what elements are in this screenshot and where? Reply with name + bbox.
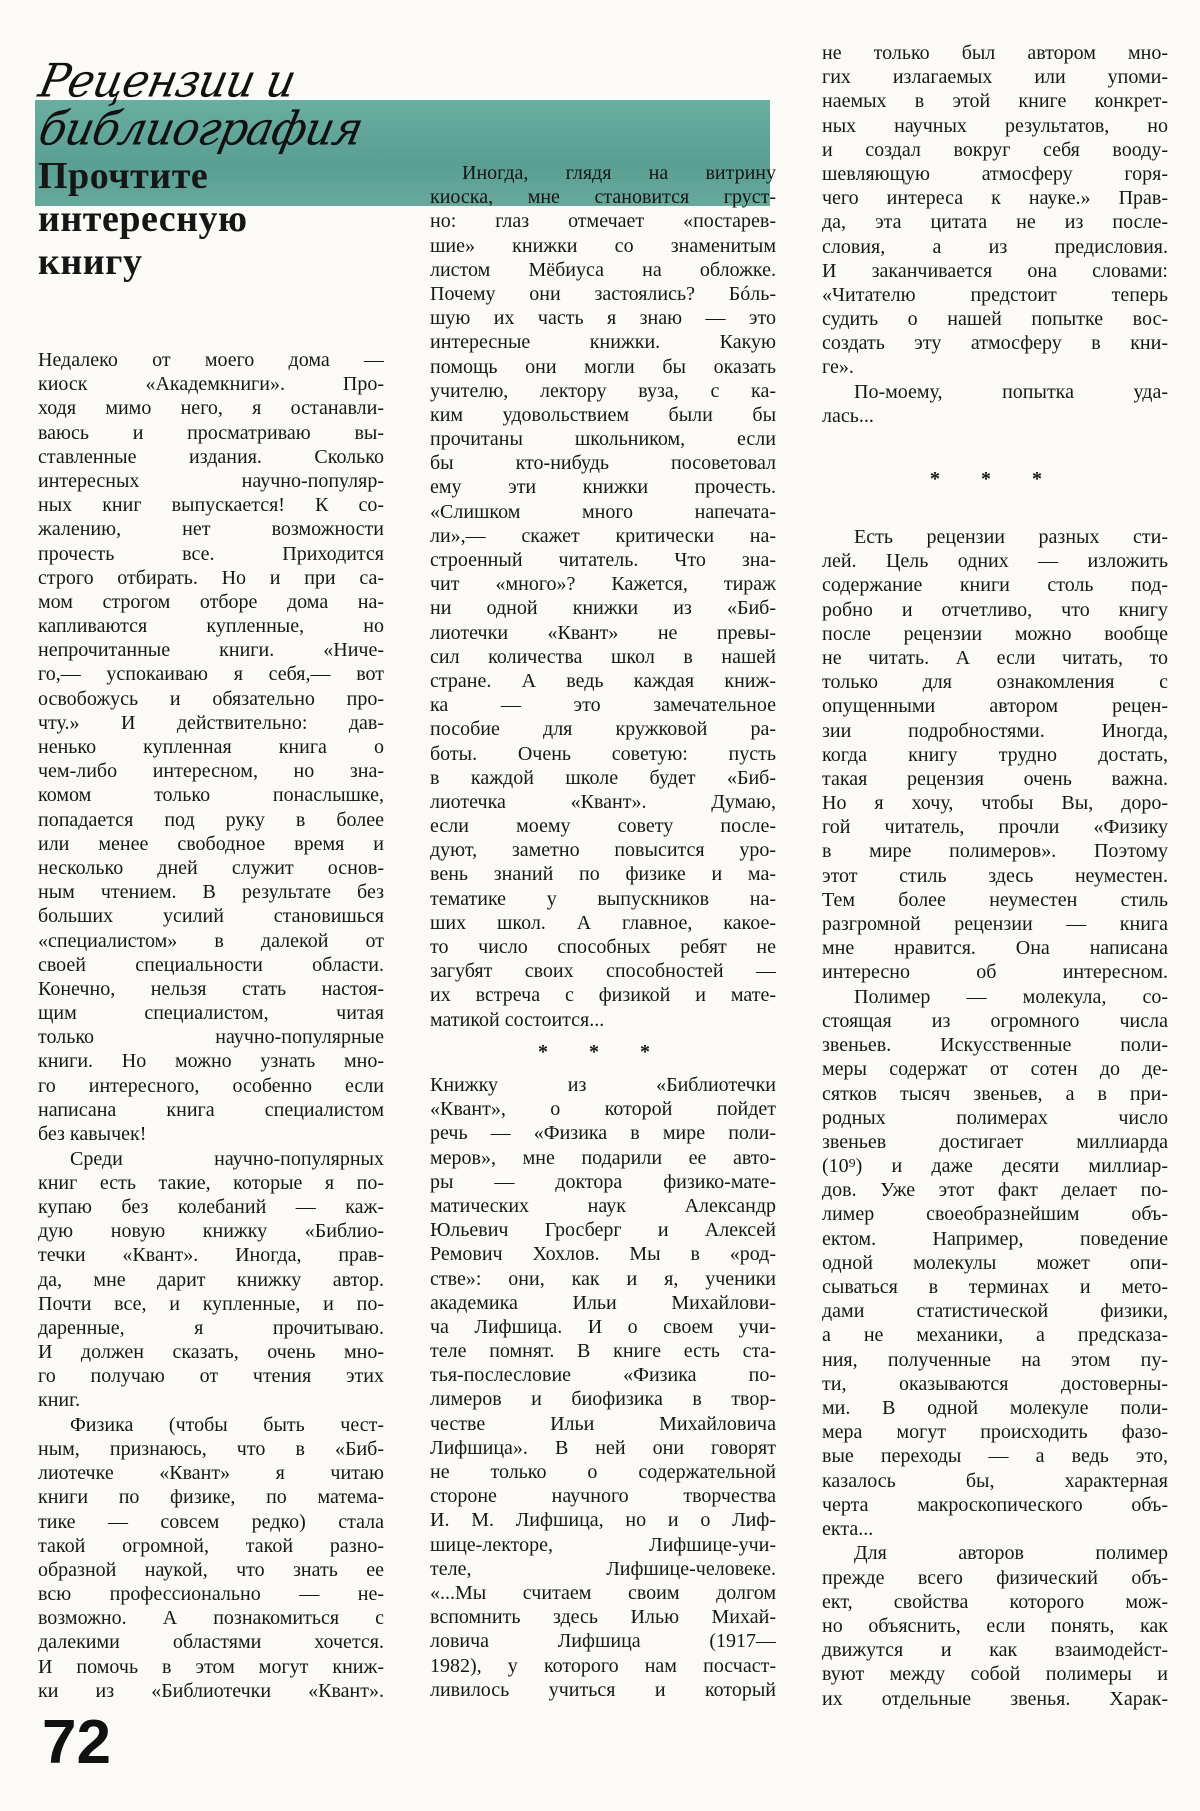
text-line: Книжку из «Библиотечки — [430, 1074, 776, 1096]
text-line: матических наук Александр — [430, 1194, 776, 1217]
text-line: «Слишком много напечата- — [430, 500, 776, 523]
text-line: тья-послесловие «Физика по- — [430, 1364, 776, 1387]
text-line: Тем более неуместен стиль — [822, 888, 1168, 911]
text-line: звеньев достигает миллиарда — [822, 1130, 1168, 1153]
text-line: го интересного, особенно если — [38, 1074, 384, 1097]
paragraph — [822, 380, 1168, 428]
text-line: чего интереса к науке.» Прав- — [822, 187, 1168, 210]
title-line: интересную — [38, 198, 248, 240]
title-line: книгу — [38, 241, 143, 283]
text-line: ча Лифшица. И о своем учи- — [430, 1315, 776, 1338]
text-line: ходя мимо него, я останавли- — [38, 397, 384, 420]
text-line: меры содержат от сотен до де- — [822, 1058, 1168, 1081]
text-line: образной наукой, что знать ее — [38, 1558, 384, 1581]
text-line: лимер своеобразнейшим объ- — [822, 1203, 1168, 1226]
text-line: то число способных ребят не — [430, 936, 776, 958]
text-line: судить о нашей попытке вос- — [822, 308, 1168, 331]
text-line: ливилось учиться и который — [430, 1678, 776, 1701]
text-line: ми. В одной молекуле поли- — [822, 1396, 1168, 1419]
page-number: 72 — [42, 1708, 111, 1777]
text-line: содержание книги столь под- — [822, 574, 1168, 597]
text-line: пособие для кружковой ра- — [430, 718, 776, 741]
text-line: ни одной книжки из «Биб- — [430, 597, 776, 620]
text-line: лиотечке «Квант» я читаю — [38, 1462, 384, 1485]
text-line: робно и отчетливо, что книгу — [822, 598, 1168, 621]
text-line: их отдельные звенья. Харак- — [822, 1687, 1168, 1710]
paragraph — [822, 985, 1168, 1541]
text-line: создать эту атмосферу в кни- — [822, 332, 1168, 355]
text-line: вень знаний по физике и ма- — [430, 863, 776, 886]
text-line: стороне научного творчества — [430, 1485, 776, 1508]
text-line: Лифшица». В ней они говорят — [430, 1436, 776, 1459]
text-line: своей специальности области. — [38, 953, 384, 976]
text-line: ры — доктора физико-мате- — [430, 1170, 776, 1193]
text-line: лиотечки «Квант» не превы- — [430, 621, 776, 644]
text-line: сываться в терминах и мето- — [822, 1276, 1168, 1299]
text-line: гих излагаемых или упоми- — [822, 66, 1168, 89]
text-line: интересных научно-популяр- — [38, 469, 384, 492]
text-line: вые переходы — а ведь это, — [822, 1445, 1168, 1468]
text-line: движутся и как взаимодейст- — [822, 1639, 1168, 1662]
text-line: киоска, мне становится груст- — [430, 186, 776, 209]
text-line: в каждой школе будет «Биб- — [430, 766, 776, 789]
text-line: вуют между собой полимеры и — [822, 1663, 1168, 1686]
text-line: ловича Лифшица (1917— — [430, 1630, 776, 1653]
text-line: только для ознакомления с — [822, 671, 1168, 694]
text-line: ным чтением. В результате без — [38, 881, 384, 904]
text-line: ему эти книжки прочесть. — [430, 476, 776, 499]
text-line: интересные книжки. Какую — [430, 331, 776, 354]
text-line: не только был автором мно- — [822, 42, 1168, 64]
section-separator: * * * — [930, 468, 1060, 490]
text-line: листом Мёбиуса на обложке. — [430, 258, 776, 281]
text-line: да, эта цитата не из после- — [822, 211, 1168, 234]
text-line: купаю без колебаний — каж- — [38, 1195, 384, 1218]
text-line: «Квант», о которой пойдет — [430, 1098, 776, 1121]
text-line: И помочь в этом могут книж- — [38, 1655, 384, 1678]
text-line: комом только понаслышке, — [38, 784, 384, 807]
text-line: боты. Очень советую: пусть — [430, 742, 776, 765]
text-line: теле помнят. В книге есть ста- — [430, 1340, 776, 1363]
section-heading-line2: библиография — [34, 102, 368, 157]
text-line: зии подробностями. Иногда, — [822, 719, 1168, 742]
text-line: ка — это замечательное — [430, 694, 776, 717]
text-line: дов. Уже этот факт делает по- — [822, 1179, 1168, 1202]
text-line: ки из «Библиотечки «Квант». — [38, 1679, 384, 1702]
text-line: родных полимерах число — [822, 1106, 1168, 1129]
text-line: прочитаны школьником, если — [430, 428, 776, 451]
text-line: а не механики, а предсказа- — [822, 1324, 1168, 1347]
text-line: ненько купленная книга о — [38, 736, 384, 758]
text-line: звеньев. Искусственные поли- — [822, 1034, 1168, 1057]
text-line: стве»: они, как и я, ученики — [430, 1267, 776, 1290]
text-line: (10⁹) и даже десяти миллиар- — [822, 1155, 1168, 1178]
text-line: написана книга специалистом — [38, 1098, 384, 1121]
text-line: мом строгом отборе дома на- — [38, 590, 384, 613]
text-line: го,— успокаиваю я себя,— вот — [38, 663, 384, 686]
text-line: прочесть все. Приходится — [38, 542, 384, 565]
text-line: И должен сказать, очень мно- — [38, 1341, 384, 1364]
text-line: не читать. А если читать, то — [822, 646, 1168, 669]
text-line: екта... — [822, 1517, 874, 1540]
text-line: без кавычек! — [38, 1123, 147, 1145]
section-separator: * * * — [538, 1041, 668, 1063]
text-line: стоящая из огромного числа — [822, 1009, 1168, 1032]
text-line: мне нравится. Она написана — [822, 937, 1168, 960]
text-line: их встреча с физикой и мате- — [430, 984, 776, 1007]
paragraph — [38, 1147, 384, 1413]
text-line: лей. Цель одних — изложить — [822, 550, 1168, 573]
text-line: ших школ. А главное, какое- — [430, 911, 776, 934]
text-line: Есть рецензии разных сти- — [854, 526, 1168, 548]
text-line: если моему совету после- — [430, 815, 776, 838]
text-line: далекими областями хочется. — [38, 1631, 384, 1654]
text-line: интересно об интересном. — [822, 961, 1168, 984]
title-line: Прочтите — [38, 155, 209, 197]
text-line: ным, признаюсь, что в «Биб- — [38, 1437, 384, 1460]
text-line: шие» книжки со знаменитым — [430, 234, 776, 257]
text-line: чит «много»? Кажется, тираж — [430, 573, 776, 596]
paragraph — [430, 1073, 776, 1702]
paragraph — [430, 161, 776, 1032]
text-line: течки «Квант». Иногда, прав- — [38, 1244, 384, 1267]
text-line: такая рецензия очень важна. — [822, 767, 1168, 790]
text-line: ваюсь и просматриваю вы- — [38, 421, 384, 444]
text-line: Но я хочу, чтобы Вы, доро- — [822, 792, 1168, 815]
text-line: строенный читатель. Что зна- — [430, 549, 776, 571]
text-line: сятков тысяч звеньев, а в при- — [822, 1082, 1168, 1105]
text-line: одной молекулы может опи- — [822, 1251, 1168, 1274]
text-line: казалось бы, характерная — [822, 1469, 1168, 1492]
text-line: тике — совсем редко) стала — [38, 1510, 384, 1533]
text-line: Для авторов полимер — [854, 1542, 1168, 1565]
text-line: Полимер — молекула, со- — [854, 985, 1168, 1008]
paragraph — [822, 1541, 1168, 1710]
text-line: попадается под руку в более — [38, 808, 384, 831]
text-line: освобожусь и обязательно про- — [38, 687, 384, 710]
text-line: теле, Лифшице-человеке. — [430, 1557, 776, 1580]
paragraph — [822, 41, 1168, 380]
text-line: дуют, заметно повысится уро- — [430, 839, 776, 862]
text-line: Почти все, и купленные, и по- — [38, 1292, 384, 1315]
text-line: академика Ильи Михайлови- — [430, 1291, 776, 1314]
text-line: книг. — [38, 1389, 81, 1412]
text-line: но объяснить, если понять, как — [822, 1614, 1168, 1637]
text-line: словия, а из предисловия. — [822, 235, 1168, 258]
text-line: книг есть такие, которые я по- — [38, 1171, 384, 1194]
text-line: этот стиль здесь неуместен. — [822, 864, 1168, 887]
text-line: ект, свойства которого мож- — [822, 1590, 1168, 1613]
text-line: книги по физике, по матема- — [38, 1486, 384, 1509]
text-line: после рецензии можно вообще — [822, 622, 1168, 645]
paragraph — [822, 525, 1168, 985]
text-line: ли»,— скажет критически на- — [430, 524, 776, 547]
text-line: 1982), у которого нам посчаст- — [430, 1654, 776, 1677]
text-line: даренные, я прочитываю. — [38, 1316, 384, 1339]
text-line: помощь они могли бы оказать — [430, 355, 776, 378]
text-line: непрочитанные книги. «Ниче- — [38, 639, 384, 662]
text-line: но: глаз отмечает «постарев- — [430, 210, 776, 233]
text-line: «специалистом» в далекой от — [38, 929, 384, 952]
text-line: матикой состоится... — [430, 1008, 605, 1031]
text-line: ектом. Например, поведение — [822, 1227, 1168, 1250]
text-line: Конечно, нельзя стать настоя- — [38, 977, 384, 1000]
text-line: такой огромной, такой разно- — [38, 1534, 384, 1557]
text-line: меров», мне подарили ее авто- — [430, 1146, 776, 1169]
text-line: По-моему, попытка уда- — [854, 380, 1168, 403]
text-line: «Читателю предстоит теперь — [822, 283, 1168, 306]
text-line: дами статистической физики, — [822, 1300, 1168, 1323]
text-line: И. М. Лифшица, но и о Лиф- — [430, 1509, 776, 1532]
text-line: шую их часть я знаю — это — [430, 307, 776, 330]
text-line: Среди научно-популярных — [70, 1147, 384, 1170]
text-line: чем-либо интересном, но зна- — [38, 760, 384, 783]
text-line: Иногда, глядя на витрину — [462, 162, 776, 184]
text-line: капливаются купленные, но — [38, 615, 384, 638]
text-line: го получаю от чтения этих — [38, 1365, 384, 1388]
paragraph — [38, 348, 384, 1146]
text-line: Недалеко от моего дома — — [38, 349, 384, 371]
text-line: только научно-популярные — [38, 1026, 384, 1049]
text-line: стране. А ведь каждая книж- — [430, 669, 776, 692]
text-line: честве Ильи Михайловича — [430, 1412, 776, 1435]
text-line: наемых в этой книге конкрет- — [822, 90, 1168, 113]
text-line: да, мне дарит книжку автор. — [38, 1268, 384, 1291]
text-line: сил количества школ в нашей — [430, 645, 776, 668]
section-heading-line1: Рецензии и — [34, 54, 301, 109]
text-line: всю профессионально — не- — [38, 1583, 384, 1606]
text-line: чту.» И действительно: дав- — [38, 711, 384, 734]
text-line: ния, полученные на этом пу- — [822, 1348, 1168, 1371]
text-line: мера могут происходить фазо- — [822, 1421, 1168, 1444]
text-line: учителю, лектору вуза, с ка- — [430, 379, 776, 402]
text-line: И заканчивается она словами: — [822, 259, 1168, 282]
text-line: гой читатель, прочли «Физику — [822, 816, 1168, 839]
text-line: лимеров и биофизика в твор- — [430, 1388, 776, 1411]
text-line: шевляющую атмосферу горя- — [822, 162, 1168, 185]
text-line: ти, оказываются достоверны- — [822, 1372, 1168, 1395]
text-line: киоск «Академкниги». Про- — [38, 373, 384, 396]
text-line: вспомнить здесь Илью Михай- — [430, 1606, 776, 1629]
text-line: «...Мы считаем своим долгом — [430, 1581, 776, 1604]
text-line: ким удовольствием были бы — [430, 403, 776, 426]
text-line: прежде всего физический объ- — [822, 1566, 1168, 1589]
text-line: Юльевич Гросберг и Алексей — [430, 1219, 776, 1242]
text-line: черта макроскопического объ- — [822, 1493, 1168, 1516]
text-line: в мире полимеров». Поэтому — [822, 840, 1168, 863]
paragraph — [38, 1413, 384, 1703]
text-line: дую новую книжку «Библио- — [38, 1220, 384, 1243]
text-line: Физика (чтобы быть чест- — [70, 1413, 384, 1436]
text-line: лиотечка «Квант». Думаю, — [430, 790, 776, 813]
text-line: бы кто-нибудь посоветовал — [430, 452, 776, 475]
text-line: разгромной рецензии — книга — [822, 913, 1168, 935]
text-line: строго отбирать. Но и при са- — [38, 566, 384, 589]
text-line: книги. Но можно узнать мно- — [38, 1050, 384, 1073]
text-line: или менее свободное время и — [38, 832, 384, 855]
text-line: несколько дней служит основ- — [38, 856, 384, 879]
text-line: не только о содержательной — [430, 1461, 776, 1483]
text-line: Почему они застоялись? Бóль- — [430, 282, 776, 305]
text-line: больших усилий становишься — [38, 905, 384, 928]
text-line: жалению, нет возможности — [38, 518, 384, 541]
text-line: ге». — [822, 356, 854, 379]
text-line: шице-лекторе, Лифшице-учи- — [430, 1533, 776, 1556]
text-line: когда книгу трудно достать, — [822, 743, 1168, 766]
text-line: Ремович Хохлов. Мы в «род- — [430, 1243, 776, 1266]
text-line: тематике у выпускников на- — [430, 887, 776, 910]
text-line: возможно. А познакомиться с — [38, 1607, 384, 1630]
text-line: ных научных результатов, но — [822, 114, 1168, 137]
text-line: ставленные издания. Сколько — [38, 445, 384, 468]
text-line: щим специалистом, читая — [38, 1002, 384, 1025]
text-line: загубят своих способностей — — [430, 960, 776, 983]
text-line: речь — «Физика в мире поли- — [430, 1122, 776, 1145]
article-title — [38, 155, 248, 284]
text-line: опущенными автором рецен- — [822, 695, 1168, 718]
text-line: лась... — [822, 404, 874, 427]
text-line: и создал вокруг себя вооду- — [822, 138, 1168, 161]
text-line: ных книг выпускается! К со- — [38, 494, 384, 517]
